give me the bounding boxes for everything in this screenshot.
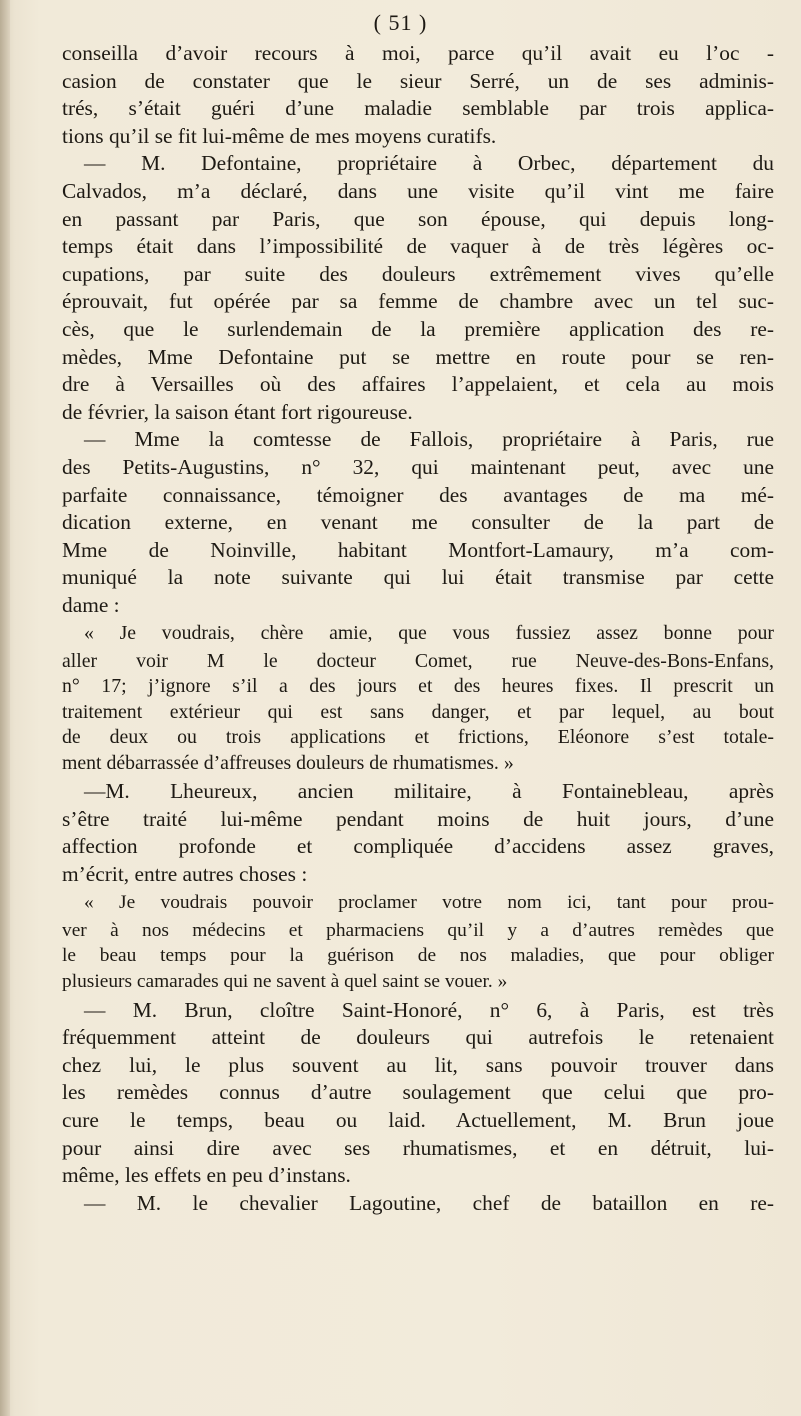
text-line: Calvados, m’a déclaré, dans une visite qu’il vint me faire xyxy=(62,178,774,203)
paragraph-1 xyxy=(62,40,774,150)
text-line: muniqué la note suivante qui lui était transmise par cette xyxy=(62,565,774,590)
text-line: —M. Lheureux, ancien militaire, à Fontainebleau, après xyxy=(84,778,774,803)
quotation-noinville-cont xyxy=(62,649,774,776)
page-number: ( 51 ) xyxy=(373,10,428,35)
text-line: dication externe, en venant me consulter de la part de xyxy=(62,510,774,535)
text-line: cure le temps, beau ou laid. Actuellement, M. Brun joue xyxy=(62,1108,774,1133)
text-line: n° 17; j’ignore s’il a des jours et des heures fixes. Il prescrit un xyxy=(62,675,774,698)
paragraph-defontaine-cont xyxy=(62,178,774,426)
paragraph-defontaine xyxy=(62,150,774,178)
paragraph-lagoutine xyxy=(62,1190,774,1218)
text-line: les remèdes connus d’autre soulagement que celui que pro- xyxy=(62,1080,774,1105)
text-line: mèdes, Mme Defontaine put se mettre en route pour se ren- xyxy=(62,344,774,369)
text-line: cupations, par suite des douleurs extrêmement vives qu’elle xyxy=(62,261,774,286)
text-line: traitement extérieur qui est sans danger, et par lequel, au bout xyxy=(62,700,774,723)
text-line: conseilla d’avoir recours à moi, parce qu’il avait eu l’oc - xyxy=(62,41,774,65)
text-line: Mme de Noinville, habitant Montfort-Lamaury, m’a com- xyxy=(62,537,774,562)
body-text xyxy=(62,40,774,1217)
quotation-lheureux xyxy=(62,890,774,916)
text-line: en passant par Paris, que son épouse, qui depuis long- xyxy=(62,206,774,231)
text-line: aller voir M le docteur Comet, rue Neuve-des-Bons-Enfans, xyxy=(62,649,774,672)
text-line: pour ainsi dire avec ses rhumatismes, et en détruit, lui- xyxy=(62,1135,774,1160)
text-line: affection profonde et compliquée d’accidens assez graves, xyxy=(62,834,774,859)
paragraph-fallois xyxy=(62,426,774,454)
text-line: s’être traité lui-même pendant moins de huit jours, d’une xyxy=(62,806,774,831)
text-line: de février, la saison étant fort rigoureuse. xyxy=(62,399,413,424)
quotation-lheureux-cont xyxy=(62,918,774,995)
text-line: — Mme la comtesse de Fallois, propriétaire à Paris, rue xyxy=(84,427,774,452)
text-line: cès, que le surlendemain de la première application des re- xyxy=(62,316,774,341)
text-line: — M. le chevalier Lagoutine, chef de bataillon en re- xyxy=(84,1190,774,1215)
text-line: temps était dans l’impossibilité de vaquer à de très légères oc- xyxy=(62,234,774,259)
paragraph-lheureux xyxy=(62,778,774,806)
paragraph-lheureux-cont xyxy=(62,806,774,889)
text-line: casion de constater que le sieur Serré, un de ses adminis- xyxy=(62,68,774,93)
text-line: éprouvait, fut opérée par sa femme de chambre avec un tel suc- xyxy=(62,289,774,314)
text-line: « Je voudrais, chère amie, que vous fussiez assez bonne pour xyxy=(84,622,774,645)
text-line: trés, s’était guéri d’une maladie semblable par trois applica- xyxy=(62,96,774,121)
paragraph-fallois-cont xyxy=(62,454,774,620)
text-line: de deux ou trois applications et frictions, Eléonore s’est totale- xyxy=(62,726,774,749)
text-line: « Je voudrais pouvoir proclamer votre nom ici, tant pour prou- xyxy=(84,892,774,914)
quotation-noinville xyxy=(62,621,774,646)
text-line: ver à nos médecins et pharmaciens qu’il y a d’autres remèdes que xyxy=(62,919,774,941)
text-line: chez lui, le plus souvent au lit, sans pouvoir trouver dans xyxy=(62,1052,774,1077)
paragraph-brun xyxy=(62,997,774,1025)
text-line: m’écrit, entre autres choses : xyxy=(62,861,308,886)
text-line: dre à Versailles où des affaires l’appelaient, et cela au mois xyxy=(62,372,774,397)
text-line: fréquemment atteint de douleurs qui autrefois le retenaient xyxy=(62,1025,774,1050)
text-line: plusieurs camarades qui ne savent à quel saint se vouer. » xyxy=(62,971,508,993)
text-line: — M. Defontaine, propriétaire à Orbec, département du xyxy=(84,151,774,176)
text-line: parfaite connaissance, témoigner des avantages de ma mé- xyxy=(62,482,774,507)
paragraph-brun-cont xyxy=(62,1024,774,1190)
text-line: des Petits-Augustins, n° 32, qui maintenant peut, avec une xyxy=(62,454,774,479)
text-line: le beau temps pour la guérison de nos maladies, que pour obliger xyxy=(62,945,774,967)
text-line: — M. Brun, cloître Saint-Honoré, n° 6, à Paris, est très xyxy=(84,997,774,1022)
text-line: ment débarrassée d’affreuses douleurs de rhumatismes. » xyxy=(62,751,514,774)
text-line: même, les effets en peu d’instans. xyxy=(62,1163,351,1188)
text-line: tions qu’il se fit lui-même de mes moyens curatifs. xyxy=(62,123,497,148)
page-gutter xyxy=(0,0,10,1416)
text-line: dame : xyxy=(62,592,120,617)
